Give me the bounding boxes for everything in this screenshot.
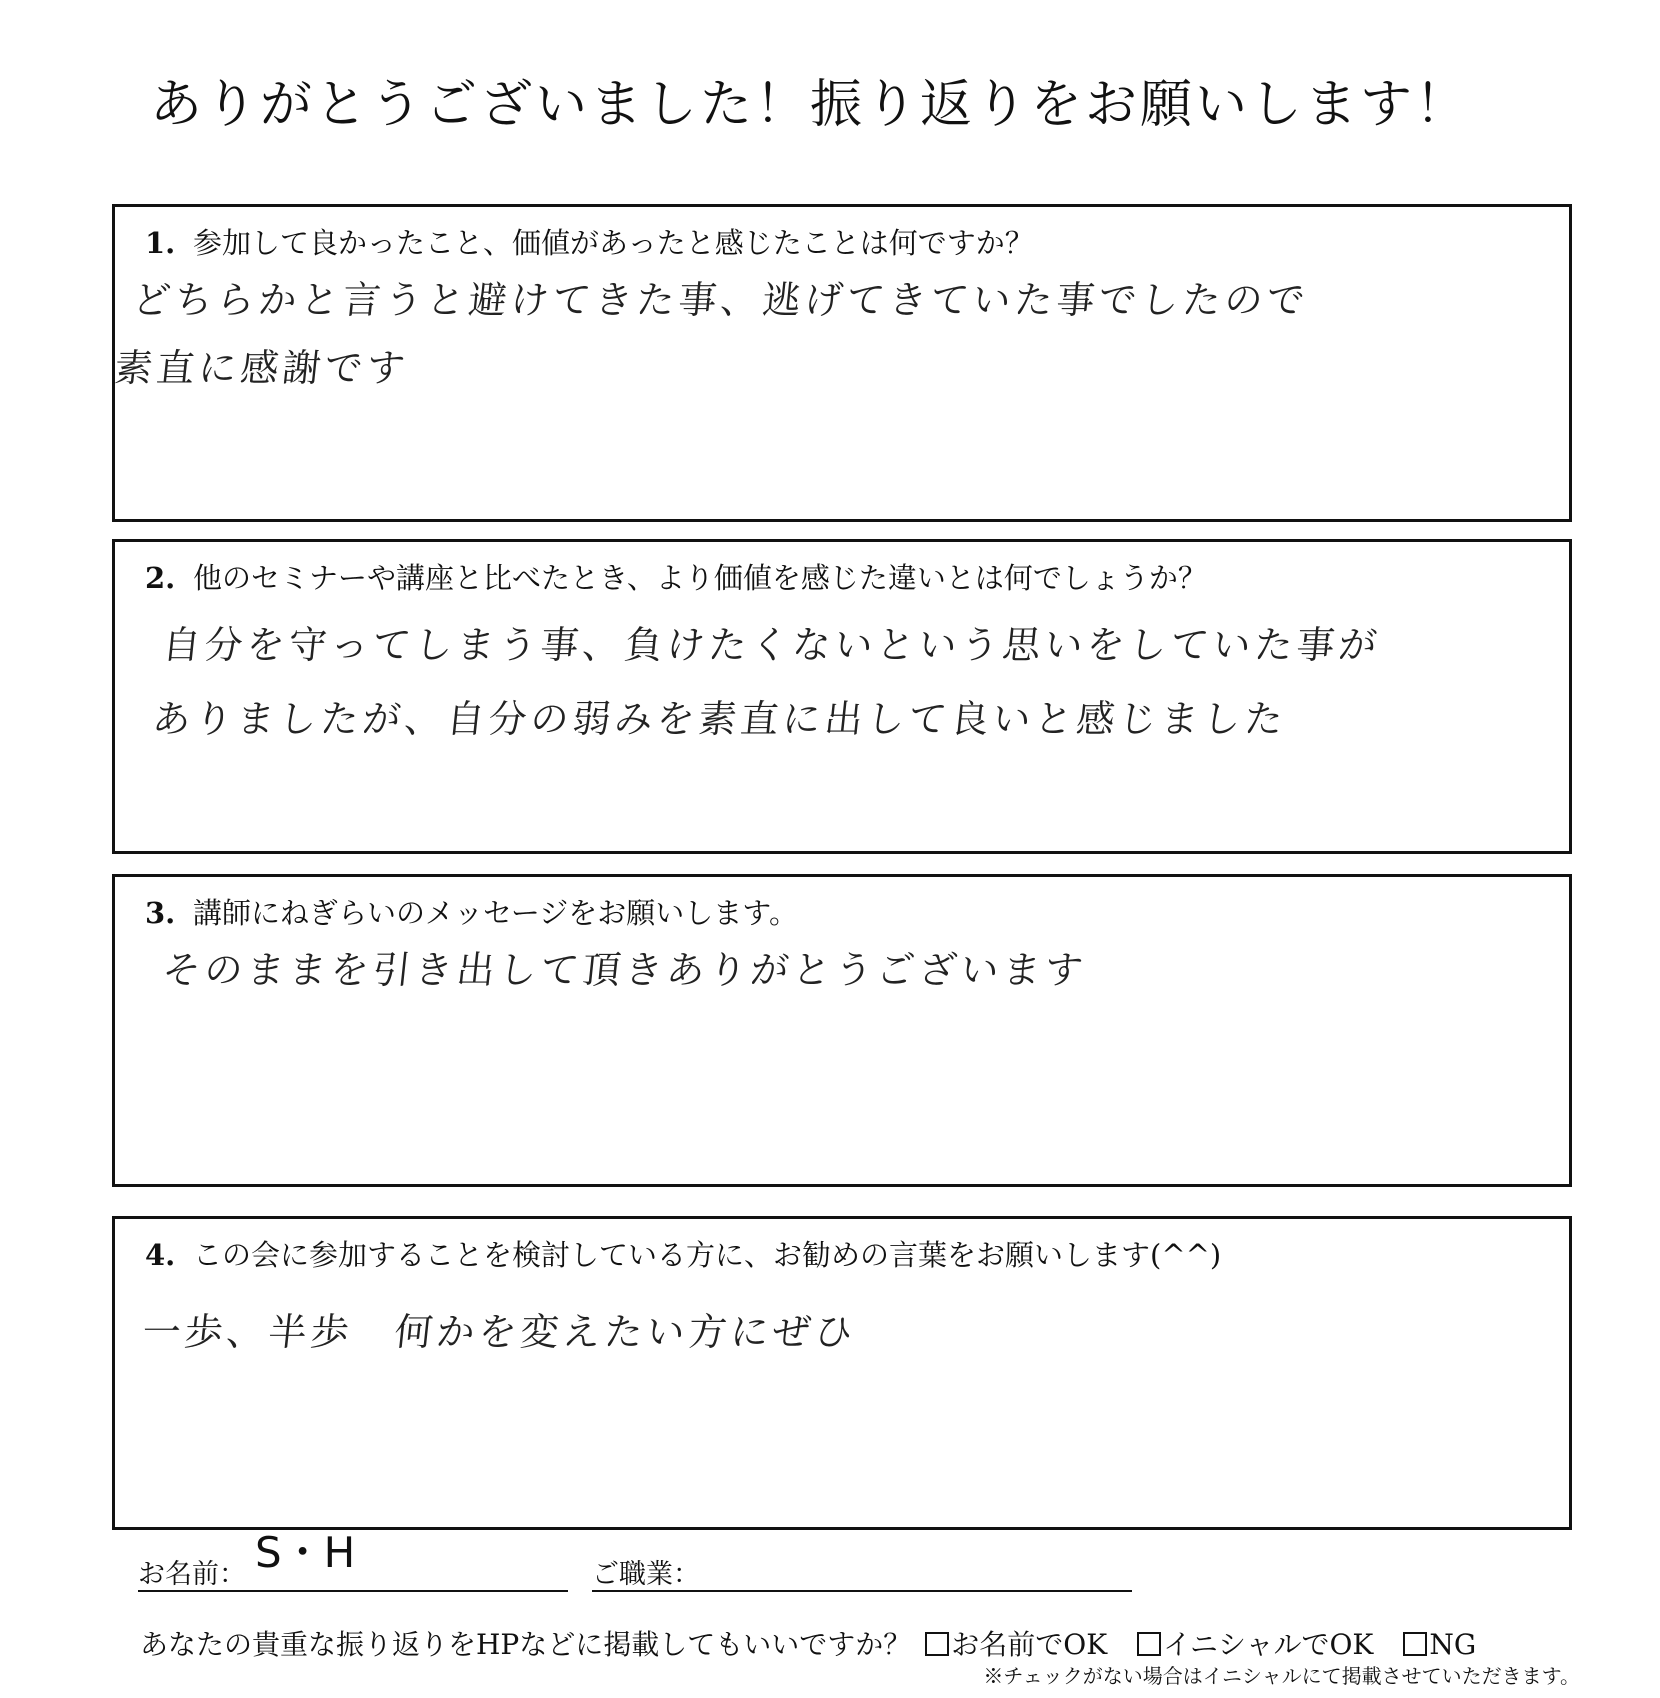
question-3-text: 講師にねぎらいのメッセージをお願いします。 [193,896,798,930]
question-1-number: 1. [145,226,176,260]
question-1-text: 参加して良かったこと、価値があったと感じたことは何ですか？ [193,226,1034,260]
answer-2-line-2: ありましたが、自分の弱みを素直に出して良いと感じました [150,697,1289,741]
question-1-label [145,221,1034,262]
question-2-label [145,556,1207,597]
footnote: ※チェックがない場合はイニシャルにて掲載させていただきます。 [983,1664,1580,1688]
page-title: ありがとうございました！振り返りをお願いします！ [150,75,1471,135]
option-initial-ok: イニシャルでOK [1163,1628,1374,1661]
answer-2-line-1: 自分を守ってしまう事、負けたくないという思いをしていた事が [160,623,1383,667]
question-3-label [145,891,798,932]
option-ng: NG [1429,1628,1477,1661]
name-value: S・H [255,1528,356,1577]
job-label: ご職業： [592,1559,700,1590]
checkbox-ng[interactable] [1403,1632,1427,1656]
name-underline [138,1590,568,1592]
question-4-label [145,1233,1221,1274]
answer-4-line-1: 一歩、半歩 何かを変えたい方にぜひ [140,1310,859,1354]
question-4-text: この会に参加することを検討している方に、お勧めの言葉をお願いします(^^) [193,1238,1222,1272]
answer-1-line-1: どちらかと言うと避けてきた事、逃げてきていた事でしたので [130,278,1311,322]
question-box-1 [112,204,1572,522]
checkbox-name-ok[interactable] [925,1632,949,1656]
checkbox-initial-ok[interactable] [1137,1632,1161,1656]
answer-1-line-2: 素直に感謝です [112,346,411,390]
job-underline [592,1590,1132,1592]
question-2-number: 2. [145,561,176,595]
question-box-4 [112,1216,1572,1530]
question-box-2 [112,539,1572,854]
question-4-number: 4. [145,1238,176,1272]
question-box-3 [112,874,1572,1187]
hp-consent-text: あなたの貴重な振り返りをHPなどに掲載してもいいですか？ [140,1628,912,1661]
answer-3-line-1: そのままを引き出して頂きありがとうございます [160,948,1089,992]
question-3-number: 3. [145,896,176,930]
name-label: お名前： [138,1559,246,1590]
question-2-text: 他のセミナーや講座と比べたとき、より価値を感じた違いとは何でしょうか？ [193,561,1207,595]
option-name-ok: お名前でOK [951,1628,1108,1661]
hp-consent-question [140,1623,1476,1663]
